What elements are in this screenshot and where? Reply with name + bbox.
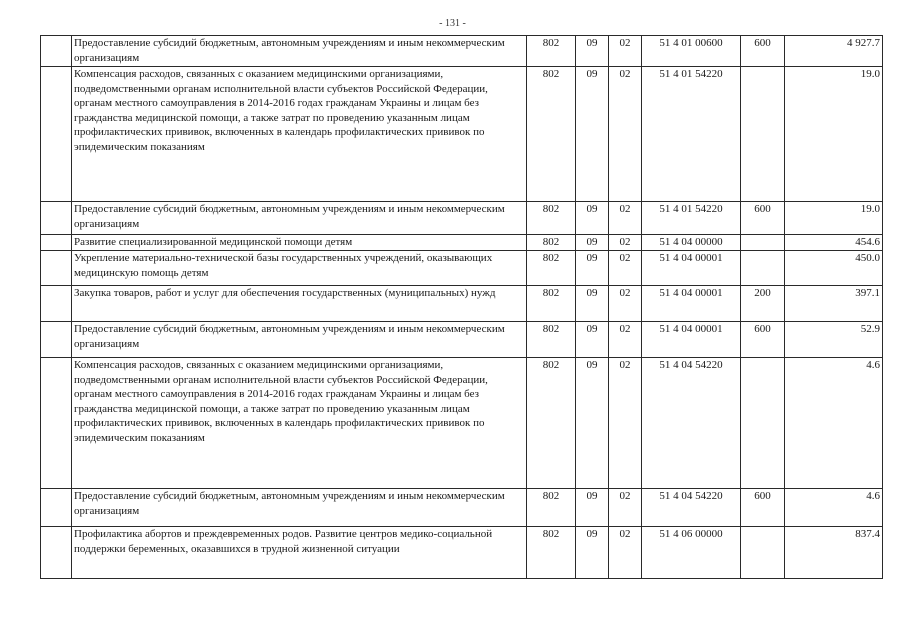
ministry-code-cell: 802 — [527, 286, 576, 322]
amount-cell: 4.6 — [785, 358, 883, 489]
index-cell — [41, 67, 72, 202]
table-row — [41, 67, 883, 202]
target-article-cell: 51 4 01 00600 — [642, 36, 741, 67]
subsection-code-cell: 02 — [609, 527, 642, 579]
expense-type-cell: 600 — [741, 36, 785, 67]
table-row — [41, 251, 883, 286]
index-cell — [41, 322, 72, 358]
table-row — [41, 286, 883, 322]
index-cell — [41, 251, 72, 286]
table-row — [41, 489, 883, 527]
description-cell: Предоставление субсидий бюджетным, автономным учреждениям и иным некоммерческим организациям — [72, 322, 527, 358]
index-cell — [41, 202, 72, 235]
section-code-cell: 09 — [576, 235, 609, 251]
amount-cell: 4 927.7 — [785, 36, 883, 67]
subsection-code-cell: 02 — [609, 36, 642, 67]
index-cell — [41, 286, 72, 322]
amount-cell: 397.1 — [785, 286, 883, 322]
subsection-code-cell: 02 — [609, 358, 642, 489]
ministry-code-cell: 802 — [527, 202, 576, 235]
amount-cell: 837.4 — [785, 527, 883, 579]
description-cell: Предоставление субсидий бюджетным, автономным учреждениям и иным некоммерческим организациям — [72, 202, 527, 235]
description-cell: Компенсация расходов, связанных с оказанием медицинскими организациями, подведомственными органам исполнительной власти субъектов Российской Федерации, органам местного самоуправления в 2014-2016 годах гражданам Украины и лицам без гражданства медицинской помощи, а также затрат по проведению указанным лицам профилактических прививок, включенных в календарь профилактических прививок по эпидемическим показаниям — [72, 67, 527, 202]
description-cell: Компенсация расходов, связанных с оказанием медицинскими организациями, подведомственными органам исполнительной власти субъектов Российской Федерации, органам местного самоуправления в 2014-2016 годах гражданам Украины и лицам без гражданства медицинской помощи, а также затрат по проведению указанным лицам профилактических прививок, включенных в календарь профилактических прививок по эпидемическим показаниям — [72, 358, 527, 489]
target-article-cell: 51 4 04 54220 — [642, 489, 741, 527]
target-article-cell: 51 4 04 00000 — [642, 235, 741, 251]
table-row — [41, 235, 883, 251]
section-code-cell: 09 — [576, 489, 609, 527]
table-row — [41, 36, 883, 67]
description-cell: Укрепление материально-технической базы государственных учреждений, оказывающих медицинскую помощь детям — [72, 251, 527, 286]
description-cell: Закупка товаров, работ и услуг для обеспечения государственных (муниципальных) нужд — [72, 286, 527, 322]
ministry-code-cell: 802 — [527, 358, 576, 489]
description-cell: Предоставление субсидий бюджетным, автономным учреждениям и иным некоммерческим организациям — [72, 489, 527, 527]
target-article-cell: 51 4 04 00001 — [642, 286, 741, 322]
subsection-code-cell: 02 — [609, 286, 642, 322]
description-cell: Предоставление субсидий бюджетным, автономным учреждениям и иным некоммерческим организациям — [72, 36, 527, 67]
expense-type-cell: 600 — [741, 489, 785, 527]
table-row — [41, 322, 883, 358]
target-article-cell: 51 4 04 00001 — [642, 322, 741, 358]
index-cell — [41, 358, 72, 489]
ministry-code-cell: 802 — [527, 36, 576, 67]
section-code-cell: 09 — [576, 527, 609, 579]
ministry-code-cell: 802 — [527, 251, 576, 286]
expense-type-cell — [741, 251, 785, 286]
amount-cell: 19.0 — [785, 67, 883, 202]
ministry-code-cell: 802 — [527, 489, 576, 527]
amount-cell: 19.0 — [785, 202, 883, 235]
section-code-cell: 09 — [576, 322, 609, 358]
ministry-code-cell: 802 — [527, 235, 576, 251]
expense-type-cell — [741, 67, 785, 202]
description-cell: Развитие специализированной медицинской помощи детям — [72, 235, 527, 251]
section-code-cell: 09 — [576, 358, 609, 489]
target-article-cell: 51 4 01 54220 — [642, 202, 741, 235]
section-code-cell: 09 — [576, 36, 609, 67]
expense-type-cell: 200 — [741, 286, 785, 322]
index-cell — [41, 527, 72, 579]
target-article-cell: 51 4 06 00000 — [642, 527, 741, 579]
section-code-cell: 09 — [576, 202, 609, 235]
table-row — [41, 202, 883, 235]
amount-cell: 450.0 — [785, 251, 883, 286]
subsection-code-cell: 02 — [609, 489, 642, 527]
subsection-code-cell: 02 — [609, 67, 642, 202]
expense-type-cell — [741, 235, 785, 251]
ministry-code-cell: 802 — [527, 527, 576, 579]
expense-type-cell: 600 — [741, 322, 785, 358]
table-row — [41, 527, 883, 579]
subsection-code-cell: 02 — [609, 322, 642, 358]
target-article-cell: 51 4 04 00001 — [642, 251, 741, 286]
page-number: - 131 - — [439, 18, 466, 29]
budget-table — [40, 35, 883, 579]
amount-cell: 52.9 — [785, 322, 883, 358]
section-code-cell: 09 — [576, 67, 609, 202]
subsection-code-cell: 02 — [609, 202, 642, 235]
index-cell — [41, 235, 72, 251]
table-row — [41, 358, 883, 489]
target-article-cell: 51 4 04 54220 — [642, 358, 741, 489]
ministry-code-cell: 802 — [527, 67, 576, 202]
amount-cell: 4.6 — [785, 489, 883, 527]
index-cell — [41, 489, 72, 527]
expense-type-cell — [741, 358, 785, 489]
target-article-cell: 51 4 01 54220 — [642, 67, 741, 202]
subsection-code-cell: 02 — [609, 235, 642, 251]
expense-type-cell: 600 — [741, 202, 785, 235]
description-cell: Профилактика абортов и преждевременных родов. Развитие центров медико-социальной поддержки беременных, оказавшихся в трудной жизненной ситуации — [72, 527, 527, 579]
index-cell — [41, 36, 72, 67]
amount-cell: 454.6 — [785, 235, 883, 251]
ministry-code-cell: 802 — [527, 322, 576, 358]
expense-type-cell — [741, 527, 785, 579]
section-code-cell: 09 — [576, 251, 609, 286]
section-code-cell: 09 — [576, 286, 609, 322]
subsection-code-cell: 02 — [609, 251, 642, 286]
